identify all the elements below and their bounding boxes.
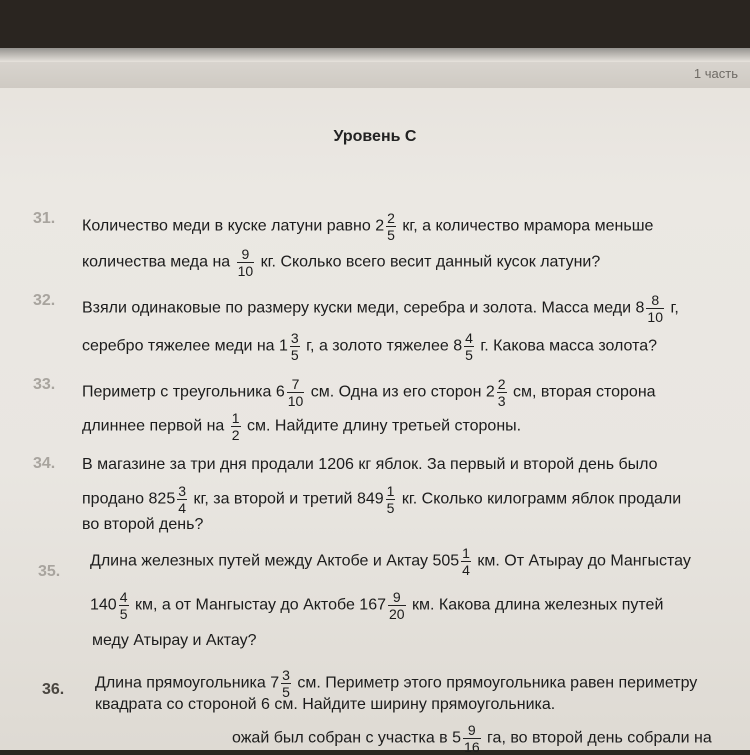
text: г. Какова масса золота? bbox=[475, 337, 658, 355]
text: см. Одна из его сторон bbox=[306, 383, 486, 401]
fraction bbox=[290, 330, 300, 363]
numerator: 4 bbox=[119, 589, 128, 605]
text: ожай был собран с участка в bbox=[232, 729, 453, 747]
problem-number: 36. bbox=[42, 681, 65, 698]
mixed-whole: 8 bbox=[635, 299, 645, 317]
fraction bbox=[463, 722, 481, 755]
denominator: 16 bbox=[464, 739, 480, 755]
text: Периметр с треугольника bbox=[82, 383, 276, 401]
text: кг. Сколько всего весит данный кусок латуни? bbox=[256, 253, 601, 271]
numerator: 3 bbox=[178, 483, 187, 499]
numerator: 3 bbox=[282, 667, 290, 683]
mixed-whole: 5 bbox=[452, 729, 462, 747]
problem-line: во второй день? bbox=[82, 516, 204, 533]
problem-line bbox=[82, 376, 656, 409]
fraction bbox=[464, 330, 474, 363]
denominator: 2 bbox=[231, 427, 240, 443]
numerator: 2 bbox=[497, 376, 506, 392]
problem-line: меду Атырау и Актау? bbox=[92, 632, 257, 649]
mixed-whole: 2 bbox=[375, 217, 385, 235]
fraction bbox=[461, 545, 471, 578]
text: г, а золото тяжелее bbox=[301, 337, 454, 355]
text: Количество меди в куске латуни равно bbox=[82, 217, 376, 235]
numerator: 1 bbox=[462, 545, 470, 561]
fraction bbox=[497, 376, 507, 409]
fraction bbox=[177, 483, 187, 516]
denominator: 5 bbox=[282, 684, 290, 700]
problem-number: 32. bbox=[33, 292, 56, 309]
text: км. От Атырау до Мангыстау bbox=[472, 552, 691, 570]
fraction bbox=[237, 246, 255, 279]
problem-line bbox=[82, 330, 657, 363]
text: г, bbox=[666, 299, 679, 317]
fraction bbox=[388, 589, 406, 622]
problem-line bbox=[90, 545, 691, 578]
text: кг. Сколько килограмм яблок продали bbox=[397, 490, 682, 508]
problem-line bbox=[82, 410, 521, 443]
fraction bbox=[386, 210, 396, 243]
numerator: 9 bbox=[392, 589, 401, 605]
mixed-whole: 8 bbox=[453, 337, 463, 355]
problem-number: 35. bbox=[38, 563, 61, 580]
text: га, во второй день собрали на bbox=[482, 729, 712, 747]
text: кг, за второй и третий bbox=[189, 490, 357, 508]
mixed-whole: 140 bbox=[90, 596, 117, 614]
text: см. Найдите длину третьей стороны. bbox=[242, 417, 522, 435]
denominator: 10 bbox=[237, 263, 254, 279]
problem-line bbox=[90, 589, 663, 622]
mixed-whole: 849 bbox=[356, 490, 384, 508]
denominator: 20 bbox=[389, 606, 405, 622]
problem-line: квадрата со стороной 6 см. Найдите ширину прямоугольника. bbox=[95, 696, 556, 713]
text: Длина железных путей между Актобе и Актау bbox=[90, 552, 433, 570]
denominator: 5 bbox=[465, 347, 473, 363]
fraction bbox=[386, 483, 396, 516]
mixed-whole: 1 bbox=[279, 337, 288, 355]
problem-line bbox=[82, 246, 600, 279]
text: кг, а количество мрамора меньше bbox=[397, 217, 654, 235]
text: Взяли одинаковые по размеру куски меди, серебра и золота. Масса меди bbox=[82, 299, 636, 317]
fraction bbox=[231, 410, 241, 443]
numerator: 4 bbox=[465, 330, 473, 346]
section-label: 1 часть bbox=[693, 66, 738, 81]
denominator: 4 bbox=[462, 562, 470, 578]
problem-number: 31. bbox=[33, 210, 56, 227]
level-title: Уровень С bbox=[333, 128, 417, 145]
fraction bbox=[287, 376, 305, 409]
problem-line: В магазине за три дня продали 1206 кг яблок. За первый и второй день было bbox=[82, 456, 658, 473]
numerator: 7 bbox=[291, 376, 300, 392]
problem-line bbox=[232, 722, 712, 755]
page-edge-shadow bbox=[0, 48, 750, 62]
problem-line bbox=[82, 292, 679, 325]
numerator: 9 bbox=[467, 722, 476, 738]
text: продано bbox=[82, 490, 149, 508]
mixed-whole: 2 bbox=[485, 383, 495, 401]
denominator: 4 bbox=[178, 500, 187, 516]
numerator: 3 bbox=[290, 330, 299, 346]
numerator: 2 bbox=[387, 210, 395, 226]
mixed-whole: 167 bbox=[359, 596, 386, 614]
text: Длина прямоугольника bbox=[95, 674, 271, 692]
numerator: 1 bbox=[231, 410, 240, 426]
problem-number: 34. bbox=[33, 455, 56, 472]
denominator: 5 bbox=[387, 227, 395, 243]
fraction bbox=[119, 589, 129, 622]
text: км. Какова длина железных путей bbox=[407, 596, 664, 614]
text: количества меда на bbox=[82, 253, 235, 271]
denominator: 5 bbox=[119, 606, 128, 622]
text: см, вторая сторона bbox=[508, 383, 656, 401]
mixed-whole: 825 bbox=[148, 490, 176, 508]
denominator: 3 bbox=[497, 393, 506, 409]
page-header-bar bbox=[0, 62, 750, 88]
problem-number: 33. bbox=[33, 376, 56, 393]
mixed-whole: 7 bbox=[270, 674, 280, 692]
fraction bbox=[646, 292, 664, 325]
mixed-whole: 6 bbox=[275, 383, 285, 401]
numerator: 9 bbox=[241, 246, 250, 262]
denominator: 5 bbox=[386, 500, 395, 516]
mixed-whole: 505 bbox=[432, 552, 460, 570]
problem-line bbox=[82, 483, 681, 516]
text: см. Периметр этого прямоугольника равен периметру bbox=[292, 674, 698, 692]
numerator: 8 bbox=[651, 292, 660, 308]
text: км, а от Мангыстау до Актобе bbox=[130, 596, 360, 614]
denominator: 5 bbox=[290, 347, 299, 363]
text: серебро тяжелее меди на bbox=[82, 337, 280, 355]
denominator: 10 bbox=[647, 309, 663, 325]
denominator: 10 bbox=[287, 393, 304, 409]
numerator: 1 bbox=[386, 483, 395, 499]
text: длиннее первой на bbox=[82, 417, 229, 435]
problem-line bbox=[82, 210, 653, 243]
